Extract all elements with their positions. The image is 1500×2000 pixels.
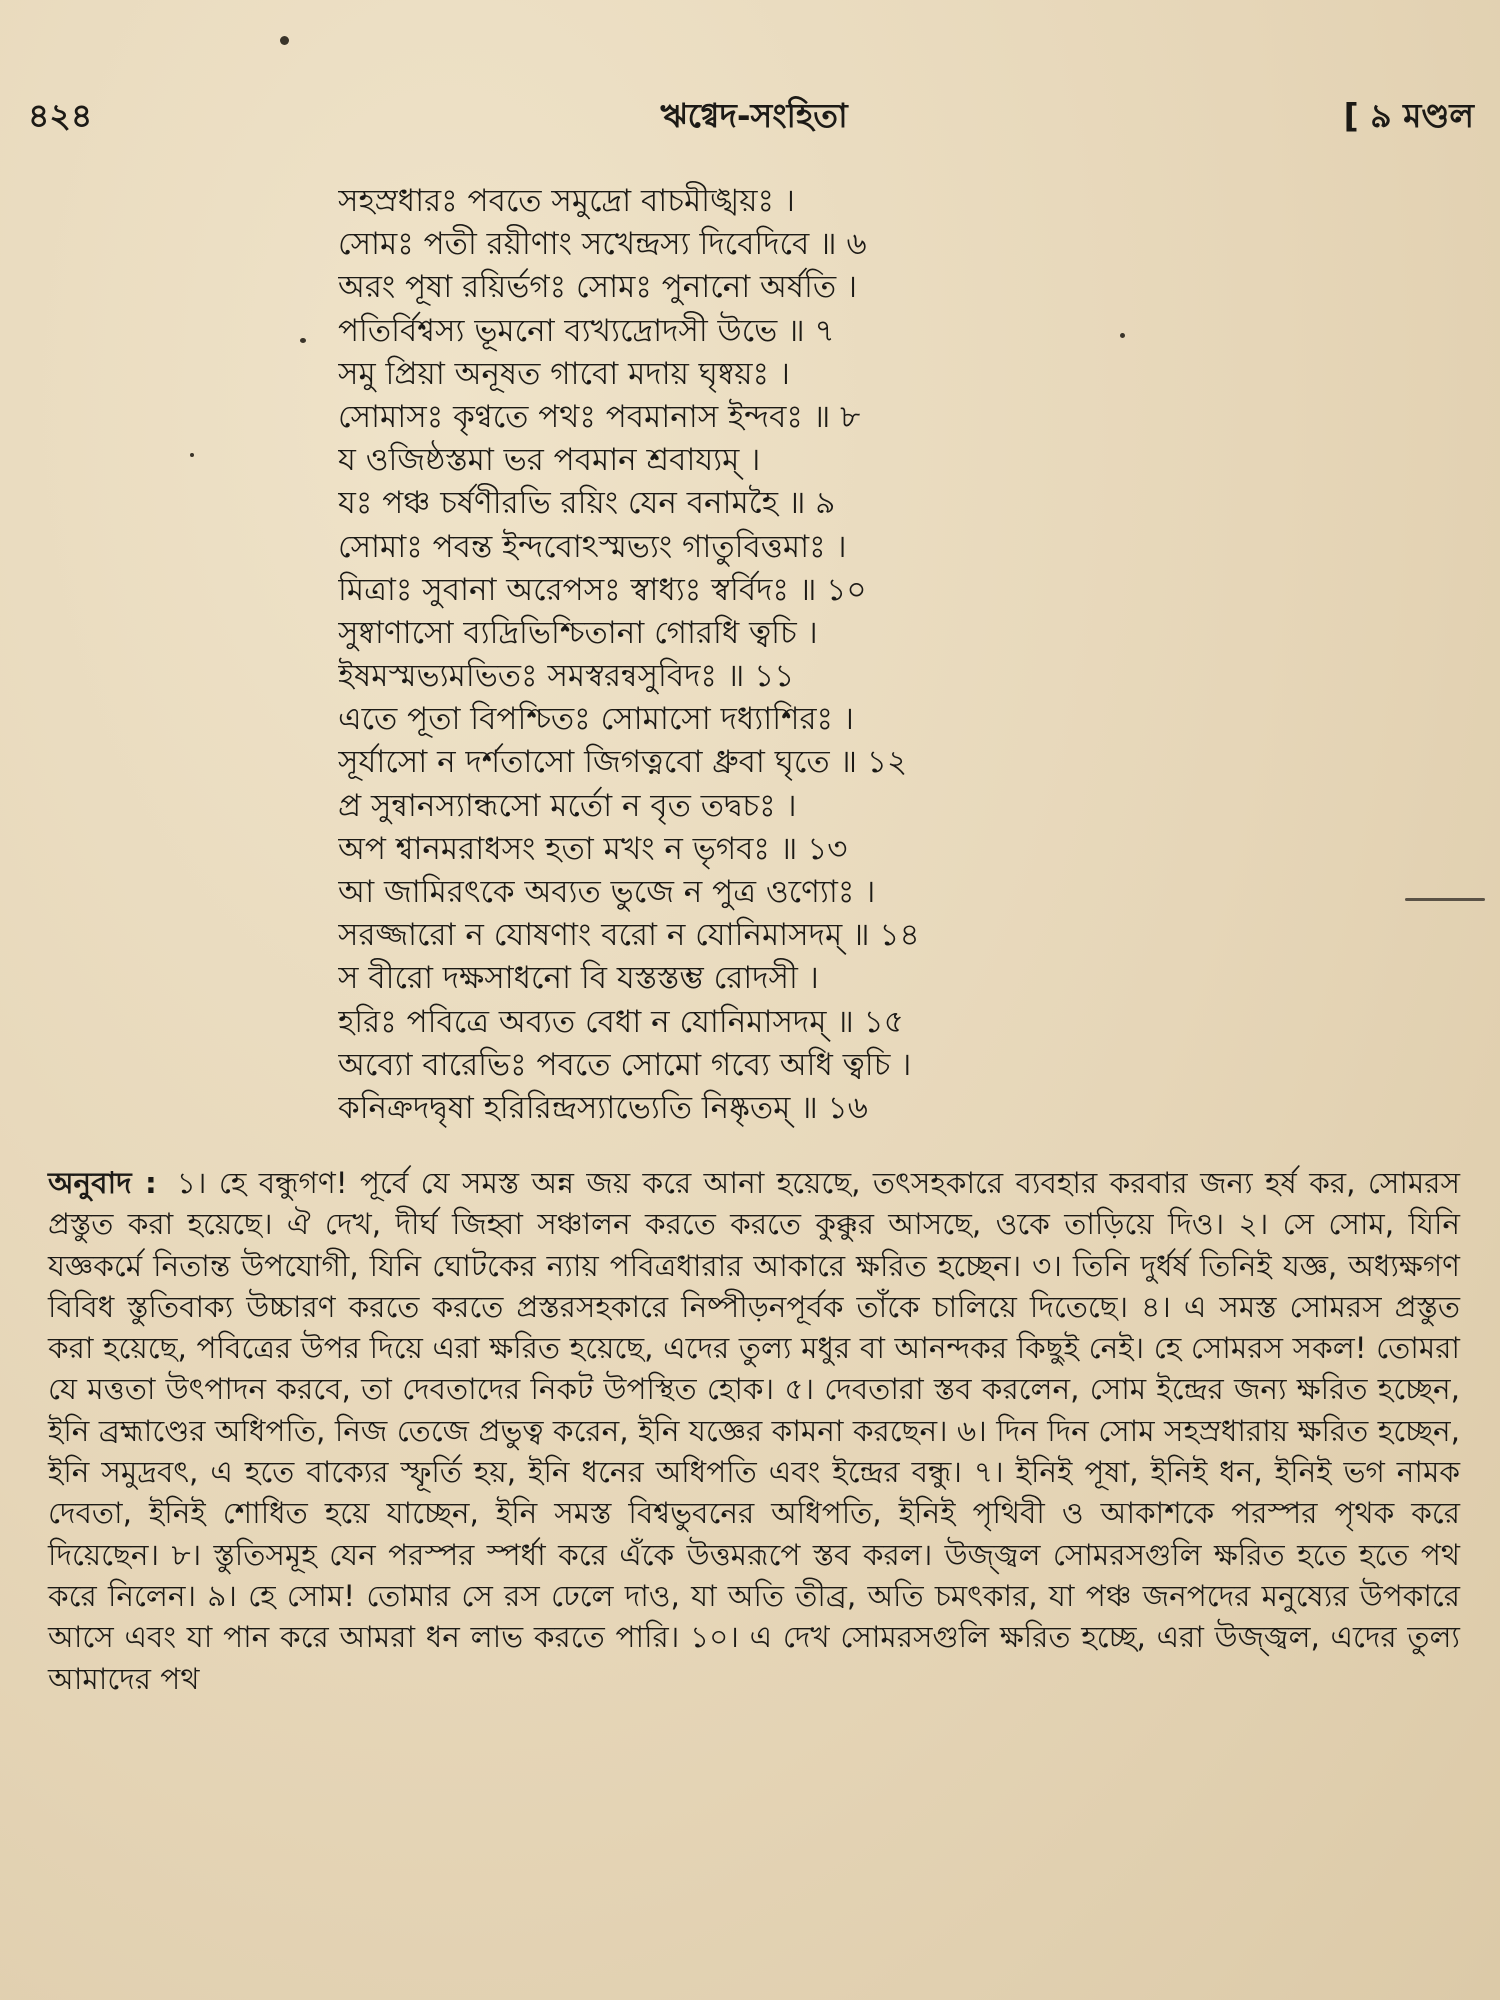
verse-line: হরিঃ পবিত্রে অব্যত বেধা ন যোনিমাসদম্ ॥ ১৫ [338, 1003, 904, 1040]
ink-speck [280, 36, 289, 45]
verse-line: সোমঃ পতী রয়ীণাং সখেন্দ্রস্য দিবেদিবে ॥ ৬ [338, 226, 867, 263]
verse-line: সহস্রধারঃ পবতে সমুদ্রো বাচমীঙ্খয়ঃ । [338, 183, 795, 219]
verse-line: ইষমস্মভ্যমভিতঃ সমস্বরন্বসুবিদঃ ॥ ১১ [338, 658, 795, 695]
running-header [28, 90, 1480, 140]
verse-line: এতে পূতা বিপশ্চিতঃ সোমাসো দধ্যাশিরঃ । [338, 701, 854, 738]
ink-speck [300, 338, 306, 343]
verse-line: সোমাঃ পবন্ত ইন্দবোঽস্মভ্যং গাতুবিত্তমাঃ । [338, 528, 847, 565]
verse-line: আ জামিরৎকে অব্যত ভুজে ন পুত্র ওণ্যোঃ । [338, 874, 876, 910]
verse-line: পতির্বিশ্বস্য ভূমনো ব্যখ্যদ্রোদসী উভে ॥ ৭ [338, 312, 835, 349]
page-title: ঋগ্বেদ-সংহিতা [660, 96, 848, 135]
verse-block [338, 180, 1298, 1130]
verse-line: সোমাসঃ কৃণ্বতে পথঃ পবমানাস ইন্দবঃ ॥ ৮ [338, 398, 861, 435]
stray-mark [1405, 898, 1485, 901]
verse-line: স বীরো দক্ষসাধনো বি যস্তস্তম্ভ রোদসী । [338, 960, 819, 997]
verse-line: সমু প্রিয়া অনূষত গাবো মদায় ঘৃষ্বয়ঃ । [338, 355, 790, 392]
verse-line: মিত্রাঃ সুবানা অরেপসঃ স্বাধ্যঃ স্বর্বিদঃ ॥ ১০ [338, 571, 867, 608]
verse-line: সুষ্বাণাসো ব্যদ্রিভিশ্চিতানা গোরধি ত্বচি । [338, 614, 818, 651]
verse-line: কনিক্রদদ্বৃষা হরিরিন্দ্রস্যাভ্যেতি নিষ্কৃতম্ ॥ ১৬ [338, 1089, 868, 1126]
translation-label: অনুবাদ : [48, 1166, 157, 1200]
translation-text: ১। হে বন্ধুগণ! পূর্বে যে সমস্ত অন্ন জয় করে আনা হয়েছে, তৎসহকারে ব্যবহার করবার জন্য হর্ষ কর, সোমরস প্রস্তুত করা হয়েছে। ঐ দেখ, দীর্ঘ জিহ্বা সঞ্চালন করতে করতে কুক্কুর আসছে, ওকে তাড়িয়ে দিও। ২। সে সোম, যিনি যজ্ঞকর্মে নিতান্ত উপযোগী, যিনি ঘোটকের ন্যায় পবিত্রধারার আকারে ক্ষরিত হচ্ছেন। ৩। তিনি দুর্ধর্ষ তিনিই যজ্ঞ, অধ্যক্ষগণ বিবিধ স্তুতিবাক্য উচ্চারণ করতে করতে প্রস্তরসহকারে নিষ্পীড়নপূর্বক তাঁকে চালিয়ে দিতেছে। ৪। এ সমস্ত সোমরস প্রস্তুত করা হয়েছে, পবিত্রের উপর দিয়ে এরা ক্ষরিত হয়েছে, এদের তুল্য মধুর বা আনন্দকর কিছুই নেই। হে সোমরস সকল! তোমরা যে মত্ততা উৎপাদন করবে, তা দেবতাদের নিকট উপস্থিত হোক। ৫। দেবতারা স্তব করলেন, সোম ইন্দ্রের জন্য ক্ষরিত হচ্ছেন, ইনি ব্রহ্মাণ্ডের অধিপতি, নিজ তেজে প্রভুত্ব করেন, ইনি যজ্ঞের কামনা করছেন। ৬। দিন দিন সোম সহস্রধারায় ক্ষরিত হচ্ছেন, ইনি সমুদ্রবৎ, এ হতে বাক্যের স্ফূর্তি হয়, ইনি ধনের অধিপতি এবং ইন্দ্রের বন্ধু। ৭। ইনিই পূষা, ইনিই ধন, ইনিই ভগ নামক দেবতা, ইনিই শোধিত হয়ে যাচ্ছেন, ইনি সমস্ত বিশ্বভুবনের অধিপতি, ইনিই পৃথিবী ও আকাশকে পরস্পর পৃথক করে দিয়েছেন। ৮। স্তুতিসমূহ যেন পরস্পর স্পর্ধা করে এঁকে উত্তমরূপে স্তব করল। উজ্জ্বল সোমরসগুলি ক্ষরিত হতে হতে পথ করে নিলেন। ৯। হে সোম! তোমার সে রস ঢেলে দাও, যা অতি তীব্র, অতি চমৎকার, যা পঞ্চ জনপদের মনুষ্যের উপকারে আসে এবং যা পান করে আমরা ধন লাভ করতে পারি। ১০। এ দেখ সোমরসগুলি ক্ষরিত হচ্ছে, এরা উজ্জ্বল, এদের তুল্য আমাদের পথ [48, 1166, 1460, 1696]
page-number: ৪২৪ [28, 96, 93, 135]
verse-line: অপ শ্বানমরাধসং হতা মখং ন ভৃগবঃ ॥ ১৩ [338, 830, 848, 867]
ink-speck [1120, 333, 1125, 338]
verse-line: প্র সুন্বানস্যান্ধসো মর্তো ন বৃত তদ্বচঃ । [338, 787, 797, 824]
verse-line: অব্যো বারেভিঃ পবতে সোমো গব্যে অধি ত্বচি । [338, 1046, 912, 1083]
verse-line: সরজ্জারো ন যোষণাং বরো ন যোনিমাসদম্ ॥ ১৪ [338, 917, 920, 954]
translation-paragraph [48, 1163, 1460, 1700]
verse-line: অরং পূষা রয়ির্ভগঃ সোমঃ পুনানো অর্ষতি । [338, 269, 858, 306]
verse-line: সূর্যাসো ন দর্শতাসো জিগত্নবো ধ্রুবা ঘৃতে ॥ ১২ [338, 744, 908, 781]
section-label: [ ৯ মণ্ডল [1343, 96, 1474, 135]
verse-line: য ওজিষ্ঠস্তমা ভর পবমান শ্রবায্যম্ । [338, 442, 761, 479]
ink-speck [190, 453, 194, 457]
verse-line: যঃ পঞ্চ চর্ষণীরভি রয়িং যেন বনামহৈ ॥ ৯ [338, 485, 836, 522]
